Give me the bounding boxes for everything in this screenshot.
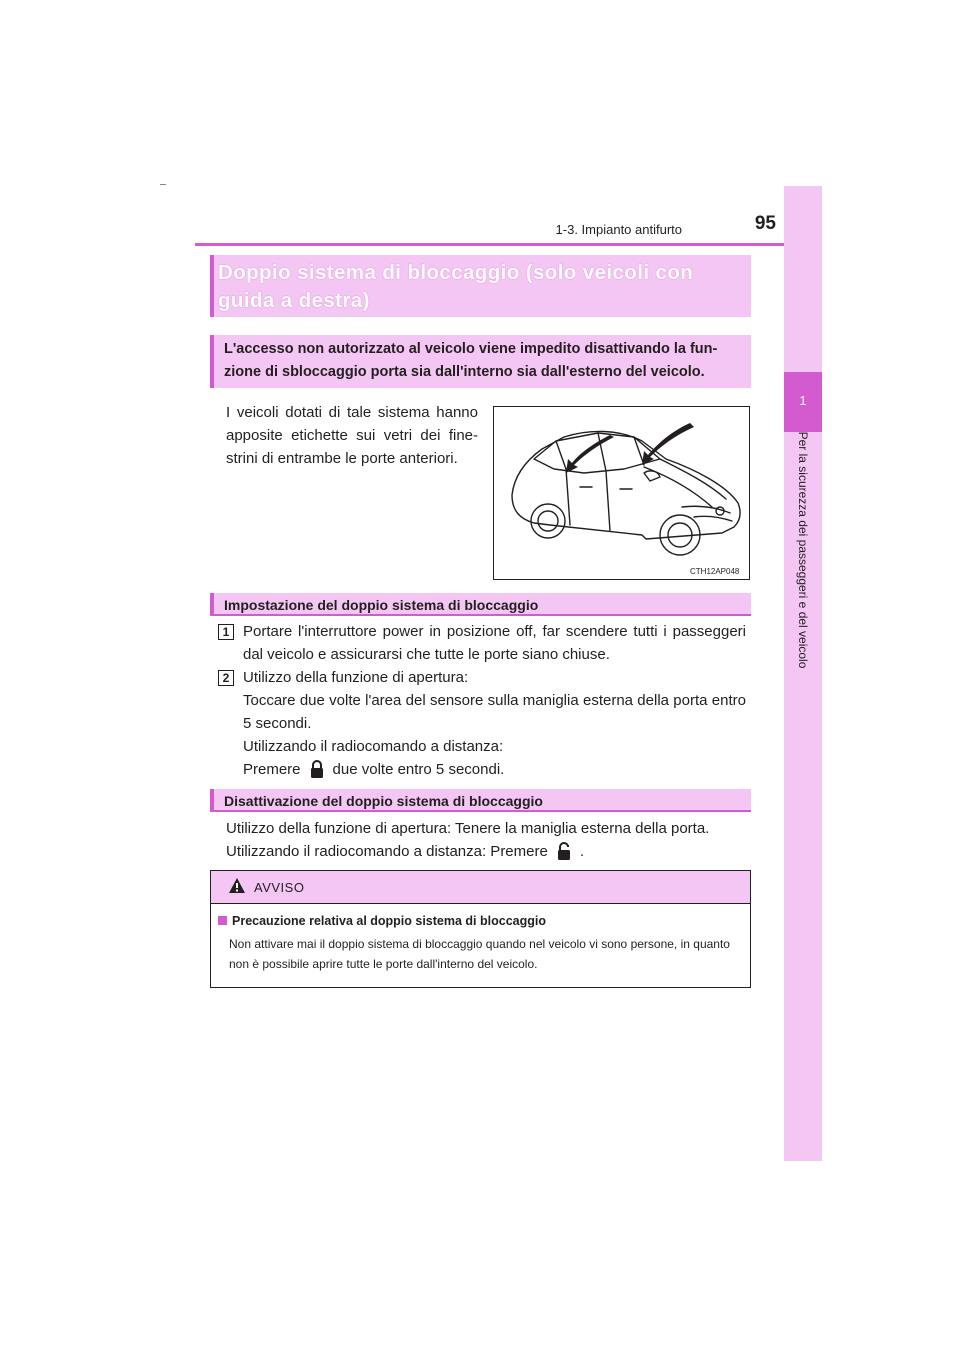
step-1-text: Portare l'interruttore power in posizione off, far scendere tutti i passeggeri dal veicolo e assicurarsi che tutte le porte siano chiuse. xyxy=(243,623,746,663)
step-2-line1: Utilizzo della funzione di apertura: xyxy=(243,669,469,686)
intro-text xyxy=(224,338,744,384)
warning-title: AVVISO xyxy=(254,880,305,895)
labels-paragraph: I veicoli dotati di tale sistema hanno apposite etichette sui vetri dei fine-strini di entrambe le porte anteriori. xyxy=(226,404,478,467)
step-2-line3: Utilizzando il radiocomando a distanza: xyxy=(243,738,504,755)
warning-triangle-icon xyxy=(228,877,246,894)
page-title-line1: Doppio sistema di bloccaggio (solo veicoli con xyxy=(218,261,694,284)
deactivation-heading-rule xyxy=(210,810,751,812)
step-2-text xyxy=(243,666,746,781)
lock-icon xyxy=(309,760,325,778)
car-with-arrows-illustration xyxy=(494,407,749,579)
header-dash xyxy=(160,184,166,185)
deactivation-heading: Disattivazione del doppio sistema di bloccaggio xyxy=(224,793,543,809)
deactivation-line1: Utilizzo della funzione di apertura: Tenere la maniglia esterna della porta. xyxy=(226,820,710,837)
page-title xyxy=(218,259,748,315)
figure-code: CTH12AP048 xyxy=(690,567,740,576)
deactivation-line2 xyxy=(226,840,746,863)
step-badge-1: 1 xyxy=(218,624,234,640)
car-figure xyxy=(493,406,750,580)
unlock-icon xyxy=(556,842,572,860)
section-label: 1-3. Impianto antifurto xyxy=(555,222,682,237)
deactivation-line2-pre: Utilizzando il radiocomando a distanza: Premere xyxy=(226,843,548,860)
warning-heading xyxy=(218,914,546,928)
chapter-title: Per la sicurezza dei passeggeri e del veicolo xyxy=(796,431,810,669)
page-number: 95 xyxy=(754,213,776,234)
intro-line2: zione di sbloccaggio porta sia dall'interno sia dall'esterno del veicolo. xyxy=(224,364,705,380)
step-2-line4 xyxy=(243,758,746,781)
deactivation-line2-post: . xyxy=(579,843,584,860)
step-2-line4-post: due volte entro 5 secondi. xyxy=(332,761,505,778)
step-badge-2: 2 xyxy=(218,670,234,686)
header-rule xyxy=(195,243,821,246)
setting-heading-rule xyxy=(210,614,751,616)
intro-line1: L'accesso non autorizzato al veicolo viene impedito disattivando la fun- xyxy=(224,341,718,357)
step-2-line4-pre: Premere xyxy=(243,761,301,778)
setting-heading: Impostazione del doppio sistema di bloccaggio xyxy=(224,597,539,613)
step-2-line2: Toccare due volte l'area del sensore sulla maniglia esterna della porta entro 5 secondi. xyxy=(243,692,746,732)
warning-heading-text: Precauzione relativa al doppio sistema di bloccaggio xyxy=(232,914,546,928)
bullet-square-icon xyxy=(218,916,227,925)
page-title-line2: guida a destra) xyxy=(218,289,370,312)
warning-body: Non attivare mai il doppio sistema di bloccaggio quando nel veicolo vi sono persone, in quanto non è possibile aprire tutte le porte dall'interno del veicolo. xyxy=(229,937,730,971)
chapter-number: 1 xyxy=(799,393,807,408)
